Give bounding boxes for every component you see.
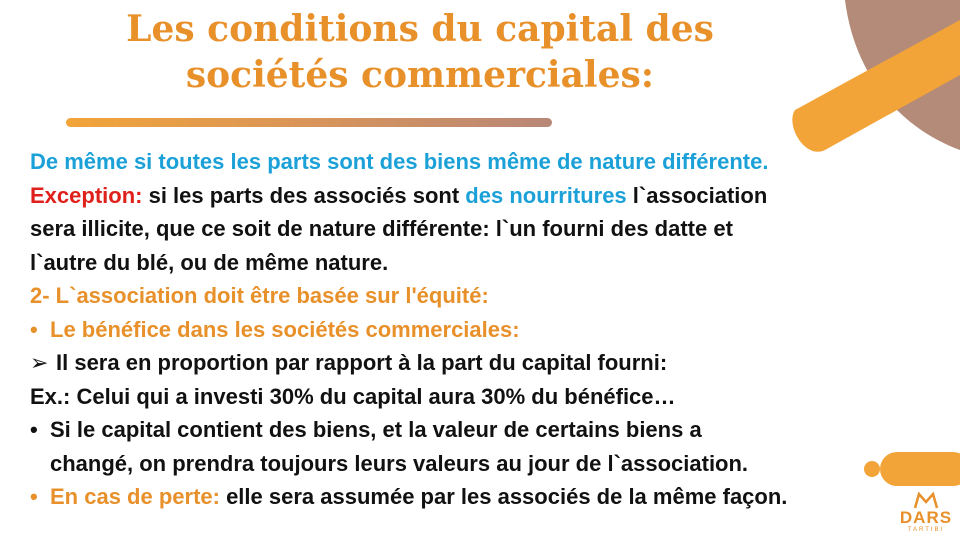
- title-underline: [66, 118, 552, 127]
- section-heading-equity: 2- L`association doit être basée sur l'équité:: [30, 283, 489, 308]
- logo-mark-icon: [893, 490, 959, 510]
- loss-label: En cas de perte:: [50, 484, 220, 509]
- body-line-4: l`autre du blé, ou de même nature.: [30, 249, 389, 275]
- exception-text-b: l`association: [626, 182, 768, 208]
- body-line-1: De même si toutes les parts sont des biens même de nature différente.: [30, 149, 769, 174]
- bullet-icon: •: [30, 484, 38, 509]
- exception-highlight: des nourritures: [465, 182, 627, 208]
- exception-text-a: si les parts des associés sont: [142, 182, 466, 208]
- example-line: Ex.: Celui qui a investi 30% du capital aura 30% du bénéfice…: [30, 383, 676, 409]
- loss-text: elle sera assumée par les associés de la même façon.: [219, 484, 788, 509]
- logo-name: DARS: [899, 508, 953, 527]
- title-line-1: Les conditions du capital des: [126, 8, 714, 50]
- slide-title: [60, 6, 780, 98]
- bullet-item-capital: [30, 413, 935, 447]
- arrow-item-proportion: [30, 346, 935, 380]
- exception-label: Exception:: [30, 182, 143, 208]
- bullet-item-benefit: [30, 313, 935, 347]
- bullet-text-cont: changé, on prendra toujours leurs valeurs au jour de l`association.: [50, 450, 749, 476]
- bullet-text: Le bénéfice dans les sociétés commerciales:: [50, 316, 520, 342]
- body-line-2: [30, 179, 935, 213]
- bullet-icon: •: [30, 316, 38, 342]
- bullet-text: Si le capital contient des biens, et la valeur de certains biens a: [50, 417, 702, 442]
- arrow-text: Il sera en proportion par rapport à la part du capital fourni:: [56, 350, 668, 375]
- title-line-2: sociétés commerciales:: [185, 54, 655, 96]
- slide-body: [30, 145, 935, 514]
- dars-logo: [893, 490, 959, 538]
- logo-tagline: TARTIBI: [907, 527, 945, 533]
- bullet-item-capital-cont: [30, 447, 935, 481]
- arrow-bullet-icon: ➢: [30, 350, 49, 375]
- body-line-3: sera illicite, que ce soit de nature différente: l`un fourni des datte et: [30, 216, 733, 241]
- bullet-item-loss: [30, 480, 935, 514]
- bullet-icon: •: [30, 417, 38, 442]
